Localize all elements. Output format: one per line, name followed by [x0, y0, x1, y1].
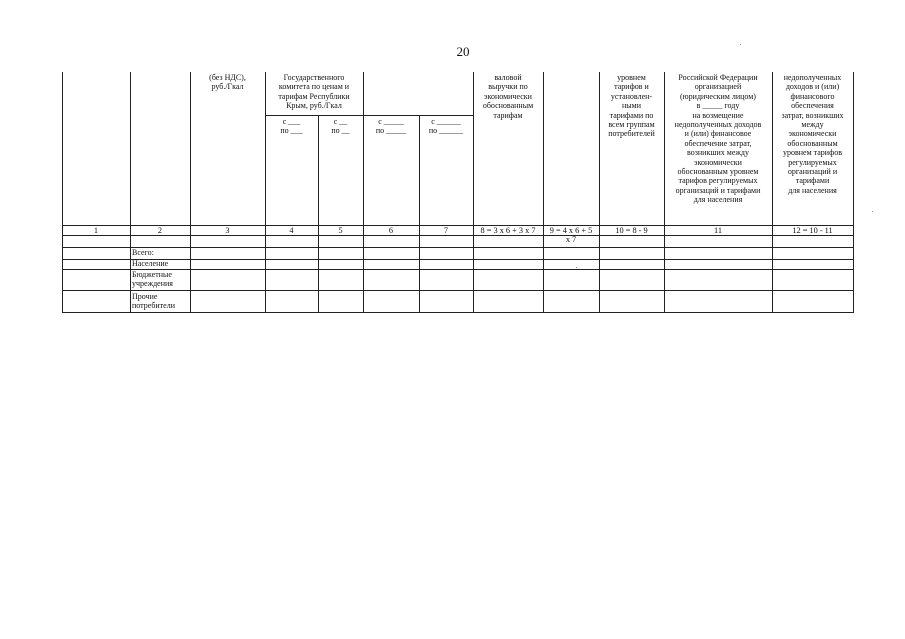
- col-border-2: [190, 72, 191, 313]
- colnum-7: 7: [443, 226, 449, 235]
- page-number: 20: [456, 44, 470, 59]
- scan-speck: [740, 44, 741, 45]
- header-col-3: (без НДС), руб./Гкал: [209, 73, 246, 92]
- colnum-5: 5: [338, 226, 343, 235]
- colnum-4: 4: [289, 226, 294, 235]
- col-border-4: [318, 115, 319, 313]
- header-col-7-sub: с ______ по ______: [428, 117, 464, 136]
- colnum-9: 9 = 4 x 6 + 5 x 7: [549, 226, 593, 244]
- colnum-10: 10 = 8 - 9: [615, 226, 648, 235]
- row-label-other: Прочие потребители: [132, 292, 175, 311]
- colnum-3: 3: [225, 226, 230, 235]
- header-col-8: валовой выручки по экономически обоснованным тарифам: [482, 73, 534, 120]
- colnum-2: 2: [157, 226, 163, 235]
- rule-table-bottom: [62, 312, 854, 313]
- row-label-population: Население: [132, 259, 169, 268]
- header-col-4-5: Государственного комитета по ценам и тарифам Республики Крым, руб./Гкал: [278, 73, 350, 111]
- colnum-11: 11: [714, 226, 722, 235]
- header-col-11: Российской Федерации организацией (юридическим лицом) в _____ году на возмещение недополученных доходов и (или) финансовое обеспечение затрат, возникших между экономически обоснованным уровнем тарифов регулируемых организаций и тарифами для населения: [674, 73, 762, 205]
- header-col-5-sub: с __ по __: [331, 117, 350, 136]
- colnum-8: 8 = 3 x 6 + 3 x 7: [480, 226, 536, 235]
- col-border-0: [62, 72, 63, 313]
- colnum-12: 12 = 10 - 11: [792, 226, 833, 235]
- col-border-1: [130, 72, 131, 313]
- col-border-12: [853, 72, 854, 313]
- scan-speck: [576, 267, 577, 268]
- col-border-5: [363, 72, 364, 313]
- scan-speck: [872, 211, 873, 212]
- header-col-6-sub: с _____ по _____: [375, 117, 407, 136]
- colnum-1: 1: [93, 226, 99, 235]
- colnum-6: 6: [388, 226, 394, 235]
- header-col-12: недополученных доходов и (или) финансового обеспечения затрат, возникших между экономически обоснованным уровнем тарифов регулируемых организаций и тарифами для населения: [781, 73, 844, 195]
- col-border-8: [543, 72, 544, 313]
- header-col-10: уровнем тарифов и установлен- ными тарифами по всем группам потребителей: [608, 73, 655, 139]
- tariff-table: [62, 72, 854, 313]
- row-label-total: Всего:: [132, 248, 154, 257]
- rule-row-other: [62, 290, 854, 291]
- rule-subheader: [265, 115, 473, 116]
- rule-numbers-bottom: [62, 235, 854, 236]
- header-col-4-sub: с ___ по ___: [280, 117, 303, 136]
- row-label-budget: Бюджетные учреждения: [132, 270, 173, 289]
- col-border-6: [419, 115, 420, 313]
